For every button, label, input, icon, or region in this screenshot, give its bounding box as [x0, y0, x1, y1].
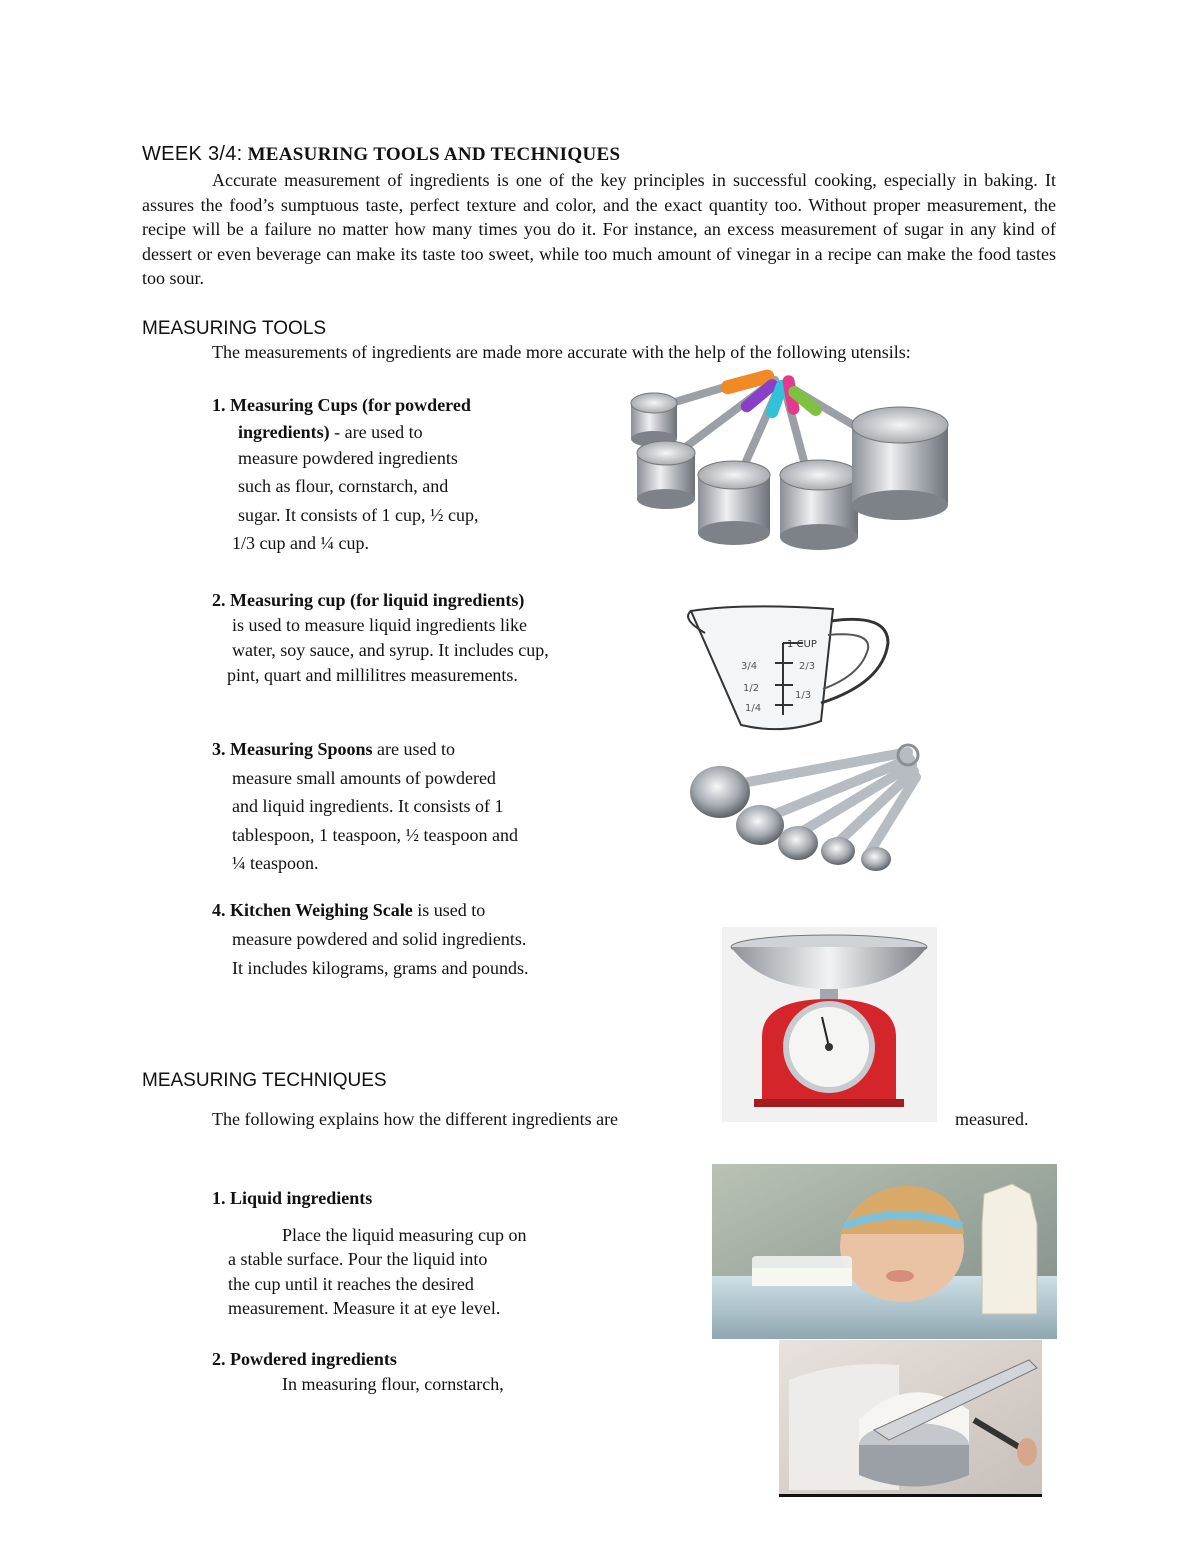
kitchen-scale-image [722, 927, 937, 1122]
tool-item-4 [212, 896, 652, 983]
cup-label: 1 CUP [787, 639, 817, 650]
tool-item-2 [212, 588, 652, 688]
techniques-lead-end: measured. [955, 1109, 1029, 1129]
item-line: It includes kilograms, grams and pounds. [232, 958, 529, 978]
liquid-measuring-photo [712, 1164, 1057, 1339]
item-line: water, soy sauce, and syrup. It includes cup, [232, 640, 549, 660]
item-title: Kitchen Weighing Scale [230, 900, 413, 920]
item-number: 2. [212, 1349, 226, 1369]
item-line: measure powdered ingredients [238, 447, 458, 468]
item-line: 1/3 cup and ¼ cup. [232, 533, 369, 553]
item-number: 3. [212, 739, 226, 759]
item-line: is used to measure liquid ingredients like [232, 615, 527, 635]
title-prefix: WEEK 3/4: [142, 143, 243, 165]
item-line: sugar. It consists of 1 cup, ½ cup, [238, 504, 479, 525]
item-line: such as flour, cornstarch, and [238, 476, 449, 496]
item-line: measure powdered and solid ingredients. [232, 929, 527, 949]
item-line: tablespoon, 1 teaspoon, ½ teaspoon and [232, 824, 518, 845]
item-number: 1. [212, 1188, 226, 1208]
item-line: ¼ teaspoon. [232, 853, 319, 873]
item-line: measurement. Measure it at eye level. [228, 1298, 501, 1318]
technique-item-1 [212, 1186, 526, 1321]
tools-heading: MEASURING TOOLS [142, 318, 327, 339]
item-title: Measuring Spoons [230, 739, 373, 759]
page-title [142, 143, 620, 166]
item-line: measure small amounts of powdered [232, 767, 496, 788]
liquid-measuring-cup-image [683, 603, 898, 738]
technique-item-2 [212, 1347, 504, 1396]
item-line: pint, quart and millilitres measurements. [227, 665, 518, 685]
item-number: 4. [212, 900, 226, 920]
item-line: and liquid ingredients. It consists of 1 [232, 796, 504, 816]
measuring-spoons-image [688, 737, 930, 877]
item-title-part: Measuring Cups (for powdered [230, 395, 471, 415]
cup-mark: 1/2 [743, 683, 760, 694]
intro-text: Accurate measurement of ingredients is one of the key principles in successful cooking, especially in baking. It assures the food’s sumptuous taste, perfect texture and color, and the exact quantity too. Without proper measurement, the recipe will be a failure no matter how many times you do it. For instance, an excess measurement of sugar in any kind of dessert or even beverage can make its taste too sweet, while too much amount of vinegar in a recipe can make the food tastes too sour. [142, 170, 1056, 289]
item-line: the cup until it reaches the desired [228, 1273, 474, 1294]
item-line: a stable surface. Pour the liquid into [228, 1249, 488, 1269]
item-line: are used to [377, 739, 456, 759]
item-title: Measuring cup (for liquid ingredients) [230, 590, 525, 610]
techniques-lead: The following explains how the different ingredients are [212, 1109, 619, 1129]
powdered-measuring-photo [779, 1340, 1042, 1497]
tool-item-3 [212, 735, 632, 878]
item-line: Place the liquid measuring cup on [282, 1224, 527, 1245]
cup-mark: 2/3 [799, 661, 816, 672]
item-line: In measuring flour, cornstarch, [282, 1373, 504, 1394]
item-line: - are used to [334, 421, 423, 442]
tool-item-1 [212, 391, 612, 558]
cup-mark: 1/4 [745, 703, 762, 714]
intro-paragraph [142, 168, 1056, 291]
item-number: 1. [212, 395, 226, 415]
measuring-cups-image [625, 365, 955, 565]
item-line: is used to [417, 900, 486, 920]
tools-lead: The measurements of ingredients are made more accurate with the help of the following utensils: [212, 342, 911, 362]
item-title: Powdered ingredients [230, 1349, 397, 1369]
cup-mark: 1/3 [795, 690, 812, 701]
cup-mark: 3/4 [741, 661, 758, 672]
item-title-part: ingredients) [238, 421, 330, 442]
techniques-heading: MEASURING TECHNIQUES [142, 1070, 387, 1091]
item-number: 2. [212, 590, 226, 610]
title-main: MEASURING TOOLS AND TECHNIQUES [247, 144, 621, 165]
item-title: Liquid ingredients [230, 1188, 373, 1208]
